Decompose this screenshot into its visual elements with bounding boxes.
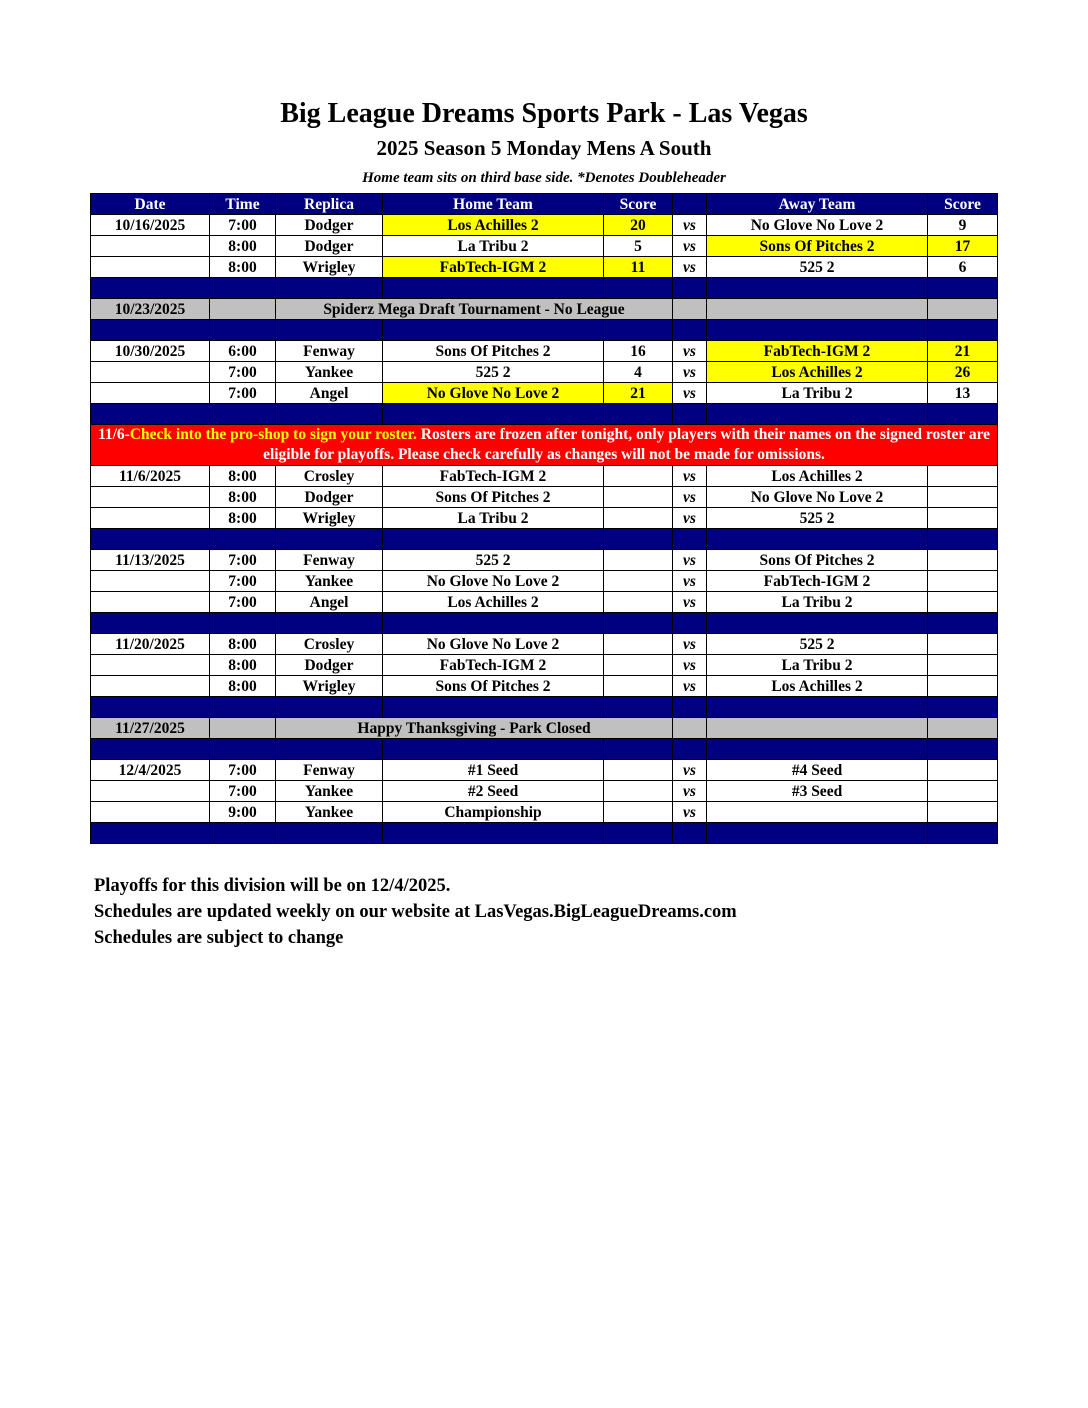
date-cell [91, 236, 210, 257]
vs-cell [673, 718, 707, 739]
away-team-cell: #3 Seed [707, 781, 928, 802]
field-cell: Wrigley [276, 257, 383, 278]
date-cell [91, 257, 210, 278]
vs-cell [673, 299, 707, 320]
spacer-cell [604, 404, 673, 425]
spacer-cell [673, 404, 707, 425]
away-team-cell: No Glove No Love 2 [707, 487, 928, 508]
time-cell: 7:00 [210, 383, 276, 404]
field-cell: Dodger [276, 655, 383, 676]
field-cell: Yankee [276, 802, 383, 823]
roster-notice [91, 425, 998, 466]
away-team-cell: 525 2 [707, 508, 928, 529]
away-score-cell: 9 [928, 215, 998, 236]
spacer-cell [604, 697, 673, 718]
spacer-cell [383, 320, 604, 341]
spacer-cell [604, 278, 673, 299]
spacer-cell [276, 404, 383, 425]
field-cell: Crosley [276, 634, 383, 655]
date-cell [91, 571, 210, 592]
game-row [91, 655, 998, 676]
spacer-cell [210, 278, 276, 299]
spacer-cell [276, 739, 383, 760]
home-team-cell: Los Achilles 2 [383, 592, 604, 613]
spacer-cell [707, 613, 928, 634]
spacer-cell [928, 404, 998, 425]
time-cell: 8:00 [210, 634, 276, 655]
home-score-cell: 21 [604, 383, 673, 404]
col-header-home-team: Home Team [383, 194, 604, 215]
spacer-cell [707, 320, 928, 341]
spacer-cell [928, 739, 998, 760]
home-score-cell: 5 [604, 236, 673, 257]
game-row [91, 550, 998, 571]
vs-cell: vs [673, 236, 707, 257]
spacer-cell [91, 823, 210, 844]
spacer-cell [383, 697, 604, 718]
spacer-cell [91, 404, 210, 425]
date-cell [91, 487, 210, 508]
away-score-cell [928, 508, 998, 529]
date-cell [91, 362, 210, 383]
spacer-cell [383, 529, 604, 550]
away-score-cell [928, 781, 998, 802]
home-team-cell: No Glove No Love 2 [383, 383, 604, 404]
game-row [91, 466, 998, 487]
away-score-cell: 17 [928, 236, 998, 257]
field-cell: Dodger [276, 215, 383, 236]
away-score-cell [928, 299, 998, 320]
field-cell: Fenway [276, 550, 383, 571]
away-score-cell [928, 571, 998, 592]
footer-website: Schedules are updated weekly on our website at LasVegas.BigLeagueDreams.com [94, 902, 737, 922]
away-score-cell [928, 718, 998, 739]
home-score-cell [604, 760, 673, 781]
time-cell: 7:00 [210, 215, 276, 236]
home-score-cell: 4 [604, 362, 673, 383]
home-score-cell [604, 592, 673, 613]
spacer-cell [383, 739, 604, 760]
home-score-cell [604, 655, 673, 676]
time-cell: 7:00 [210, 592, 276, 613]
away-team-cell: #4 Seed [707, 760, 928, 781]
vs-cell: vs [673, 760, 707, 781]
time-cell: 8:00 [210, 466, 276, 487]
vs-cell: vs [673, 383, 707, 404]
home-score-cell [604, 802, 673, 823]
date-cell [91, 655, 210, 676]
away-team-cell: Sons Of Pitches 2 [707, 550, 928, 571]
spacer-cell [383, 278, 604, 299]
home-score-cell: 11 [604, 257, 673, 278]
spacer-cell [276, 320, 383, 341]
vs-cell: vs [673, 655, 707, 676]
away-team-cell: Los Achilles 2 [707, 466, 928, 487]
vs-cell: vs [673, 341, 707, 362]
event-row [91, 718, 998, 739]
date-cell: 12/4/2025 [91, 760, 210, 781]
spacer-cell [928, 320, 998, 341]
notice-row [91, 425, 998, 466]
header-row [91, 194, 998, 215]
date-cell: 11/20/2025 [91, 634, 210, 655]
field-cell: Dodger [276, 487, 383, 508]
spacer-cell [673, 278, 707, 299]
spacer-row [91, 613, 998, 634]
time-cell: 8:00 [210, 655, 276, 676]
spacer-cell [276, 278, 383, 299]
time-cell: 8:00 [210, 508, 276, 529]
home-team-cell: Championship [383, 802, 604, 823]
field-cell: Fenway [276, 760, 383, 781]
date-cell [91, 383, 210, 404]
away-team-cell: La Tribu 2 [707, 655, 928, 676]
spacer-cell [276, 697, 383, 718]
field-cell: Yankee [276, 781, 383, 802]
time-cell: 8:00 [210, 487, 276, 508]
spacer-cell [928, 529, 998, 550]
time-cell [210, 718, 276, 739]
spacer-row [91, 739, 998, 760]
spacer-cell [91, 613, 210, 634]
game-row [91, 508, 998, 529]
home-team-cell: Sons Of Pitches 2 [383, 676, 604, 697]
away-team-cell: No Glove No Love 2 [707, 215, 928, 236]
spacer-cell [383, 823, 604, 844]
home-team-cell: 525 2 [383, 362, 604, 383]
col-header-replica: Replica [276, 194, 383, 215]
home-team-cell: Sons Of Pitches 2 [383, 341, 604, 362]
col-header-home-score: Score [604, 194, 673, 215]
spacer-cell [707, 823, 928, 844]
date-cell [91, 781, 210, 802]
spacer-cell [928, 823, 998, 844]
col-header-away-score: Score [928, 194, 998, 215]
event-row [91, 299, 998, 320]
home-score-cell: 20 [604, 215, 673, 236]
col-header-vs [673, 194, 707, 215]
time-cell: 8:00 [210, 236, 276, 257]
field-cell: Fenway [276, 341, 383, 362]
spacer-cell [210, 404, 276, 425]
spacer-row [91, 823, 998, 844]
vs-cell: vs [673, 215, 707, 236]
field-cell: Yankee [276, 571, 383, 592]
home-score-cell [604, 550, 673, 571]
vs-cell: vs [673, 802, 707, 823]
away-score-cell [928, 676, 998, 697]
notice-text: Rosters are frozen after tonight, only players with their names on the signed roster are eligible for playoffs. Please check carefully as changes will not be made for omissions. [263, 426, 991, 463]
field-cell: Wrigley [276, 676, 383, 697]
spacer-cell [707, 739, 928, 760]
date-cell [91, 508, 210, 529]
spacer-cell [928, 278, 998, 299]
home-score-cell [604, 571, 673, 592]
spacer-cell [707, 404, 928, 425]
time-cell: 7:00 [210, 760, 276, 781]
away-team-cell [707, 299, 928, 320]
away-team-cell: Los Achilles 2 [707, 676, 928, 697]
away-team-cell: FabTech-IGM 2 [707, 341, 928, 362]
schedule-table [90, 193, 998, 844]
spacer-row [91, 320, 998, 341]
away-score-cell: 21 [928, 341, 998, 362]
spacer-cell [604, 739, 673, 760]
field-cell: Angel [276, 383, 383, 404]
spacer-cell [383, 404, 604, 425]
col-header-away-team: Away Team [707, 194, 928, 215]
time-cell: 7:00 [210, 550, 276, 571]
footer-disclaimer: Schedules are subject to change [94, 928, 344, 948]
away-score-cell [928, 634, 998, 655]
game-row [91, 676, 998, 697]
spacer-cell [91, 320, 210, 341]
spacer-cell [604, 320, 673, 341]
spacer-cell [91, 278, 210, 299]
home-team-cell: FabTech-IGM 2 [383, 257, 604, 278]
game-row [91, 487, 998, 508]
vs-cell: vs [673, 550, 707, 571]
time-cell: 8:00 [210, 676, 276, 697]
home-score-cell: 16 [604, 341, 673, 362]
event-text: Happy Thanksgiving - Park Closed [276, 718, 673, 739]
date-cell: 10/16/2025 [91, 215, 210, 236]
spacer-cell [673, 320, 707, 341]
header-note: Home team sits on third base side. *Denotes Doubleheader [362, 170, 726, 186]
vs-cell: vs [673, 676, 707, 697]
event-text: Spiderz Mega Draft Tournament - No League [276, 299, 673, 320]
home-team-cell: Los Achilles 2 [383, 215, 604, 236]
away-score-cell [928, 550, 998, 571]
game-row [91, 781, 998, 802]
field-cell: Yankee [276, 362, 383, 383]
spacer-cell [210, 529, 276, 550]
spacer-cell [707, 278, 928, 299]
date-cell: 11/13/2025 [91, 550, 210, 571]
spacer-cell [210, 823, 276, 844]
game-row [91, 341, 998, 362]
spacer-cell [673, 613, 707, 634]
home-team-cell: FabTech-IGM 2 [383, 655, 604, 676]
spacer-row [91, 404, 998, 425]
spacer-cell [210, 613, 276, 634]
away-score-cell: 6 [928, 257, 998, 278]
home-team-cell: #1 Seed [383, 760, 604, 781]
date-cell [91, 592, 210, 613]
home-team-cell: No Glove No Love 2 [383, 634, 604, 655]
time-cell: 8:00 [210, 257, 276, 278]
vs-cell: vs [673, 634, 707, 655]
home-team-cell: Sons Of Pitches 2 [383, 487, 604, 508]
home-team-cell: La Tribu 2 [383, 236, 604, 257]
spacer-cell [91, 739, 210, 760]
game-row [91, 215, 998, 236]
vs-cell: vs [673, 592, 707, 613]
home-team-cell: #2 Seed [383, 781, 604, 802]
home-score-cell [604, 634, 673, 655]
date-cell: 11/6/2025 [91, 466, 210, 487]
spacer-cell [673, 697, 707, 718]
vs-cell: vs [673, 508, 707, 529]
vs-cell: vs [673, 466, 707, 487]
away-score-cell [928, 760, 998, 781]
game-row [91, 236, 998, 257]
spacer-cell [210, 739, 276, 760]
away-team-cell: La Tribu 2 [707, 383, 928, 404]
spacer-cell [276, 529, 383, 550]
notice-prefix: 11/6- [97, 426, 130, 443]
spacer-cell [673, 529, 707, 550]
away-team-cell: La Tribu 2 [707, 592, 928, 613]
game-row [91, 257, 998, 278]
home-score-cell [604, 508, 673, 529]
notice-highlight: Check into the pro-shop to sign your roster. [129, 426, 417, 443]
away-score-cell [928, 655, 998, 676]
spacer-cell [276, 823, 383, 844]
game-row [91, 362, 998, 383]
field-cell: Angel [276, 592, 383, 613]
spacer-cell [276, 613, 383, 634]
time-cell [210, 299, 276, 320]
away-score-cell: 13 [928, 383, 998, 404]
game-row [91, 592, 998, 613]
field-cell: Wrigley [276, 508, 383, 529]
time-cell: 7:00 [210, 781, 276, 802]
vs-cell: vs [673, 571, 707, 592]
game-row [91, 760, 998, 781]
spacer-cell [91, 529, 210, 550]
away-score-cell [928, 802, 998, 823]
spacer-cell [604, 529, 673, 550]
game-row [91, 571, 998, 592]
spacer-cell [707, 529, 928, 550]
home-score-cell [604, 487, 673, 508]
vs-cell: vs [673, 781, 707, 802]
field-cell: Crosley [276, 466, 383, 487]
col-header-date: Date [91, 194, 210, 215]
vs-cell: vs [673, 487, 707, 508]
spacer-cell [604, 823, 673, 844]
page-subtitle: 2025 Season 5 Monday Mens A South [376, 136, 712, 160]
away-score-cell [928, 487, 998, 508]
date-cell [91, 676, 210, 697]
away-team-cell [707, 802, 928, 823]
game-row [91, 383, 998, 404]
schedule-body [91, 215, 998, 844]
home-score-cell [604, 781, 673, 802]
away-score-cell [928, 466, 998, 487]
away-team-cell: Sons Of Pitches 2 [707, 236, 928, 257]
time-cell: 9:00 [210, 802, 276, 823]
home-score-cell [604, 676, 673, 697]
spacer-row [91, 529, 998, 550]
home-team-cell: FabTech-IGM 2 [383, 466, 604, 487]
away-score-cell: 26 [928, 362, 998, 383]
field-cell: Dodger [276, 236, 383, 257]
spacer-cell [91, 697, 210, 718]
away-team-cell: 525 2 [707, 634, 928, 655]
spacer-cell [210, 320, 276, 341]
time-cell: 7:00 [210, 362, 276, 383]
spacer-cell [210, 697, 276, 718]
spacer-cell [383, 613, 604, 634]
col-header-time: Time [210, 194, 276, 215]
footer-playoffs: Playoffs for this division will be on 12/4/2025. [94, 876, 451, 896]
spacer-cell [673, 739, 707, 760]
date-cell [91, 802, 210, 823]
away-team-cell: 525 2 [707, 257, 928, 278]
time-cell: 6:00 [210, 341, 276, 362]
away-team-cell: Los Achilles 2 [707, 362, 928, 383]
spacer-cell [928, 697, 998, 718]
away-team-cell [707, 718, 928, 739]
vs-cell: vs [673, 257, 707, 278]
game-row [91, 802, 998, 823]
time-cell: 7:00 [210, 571, 276, 592]
away-score-cell [928, 592, 998, 613]
spacer-cell [604, 613, 673, 634]
home-team-cell: No Glove No Love 2 [383, 571, 604, 592]
spacer-row [91, 278, 998, 299]
home-score-cell [604, 466, 673, 487]
spacer-cell [928, 613, 998, 634]
away-team-cell: FabTech-IGM 2 [707, 571, 928, 592]
date-cell: 10/23/2025 [91, 299, 210, 320]
home-team-cell: 525 2 [383, 550, 604, 571]
date-cell: 11/27/2025 [91, 718, 210, 739]
vs-cell: vs [673, 362, 707, 383]
date-cell: 10/30/2025 [91, 341, 210, 362]
game-row [91, 634, 998, 655]
home-team-cell: La Tribu 2 [383, 508, 604, 529]
spacer-cell [707, 697, 928, 718]
spacer-cell [673, 823, 707, 844]
page-title: Big League Dreams Sports Park - Las Vegas [280, 98, 808, 129]
spacer-row [91, 697, 998, 718]
